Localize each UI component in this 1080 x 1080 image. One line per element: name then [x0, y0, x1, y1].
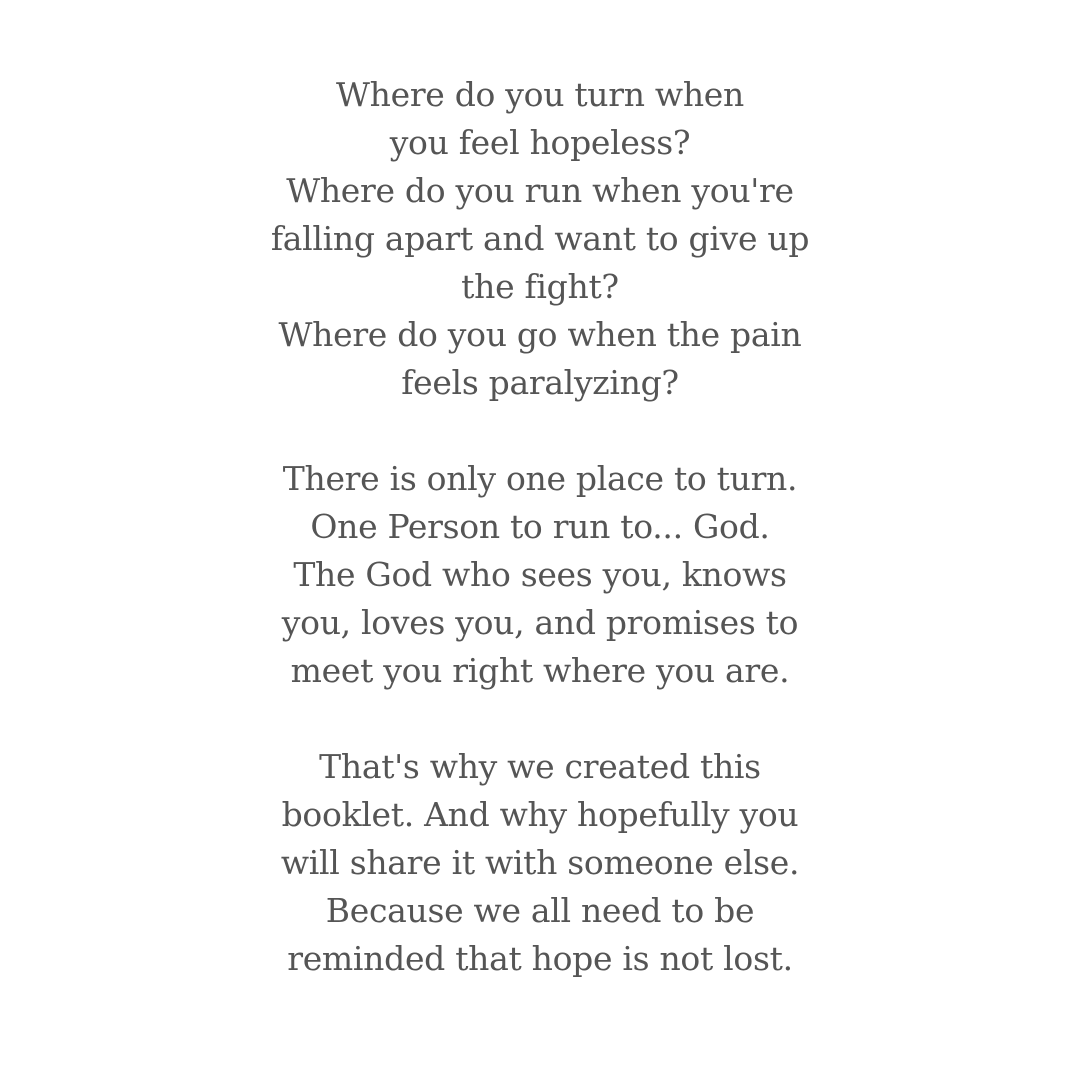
- text-line: booklet. And why hopefully you: [281, 795, 799, 834]
- text-line: falling apart and want to give up: [270, 219, 810, 258]
- text-line: you, loves you, and promises to: [281, 603, 799, 642]
- text-line: the fight?: [461, 267, 619, 306]
- text-line: There is only one place to turn.: [282, 459, 798, 498]
- stanza-1: [0, 71, 1080, 407]
- text-line: meet you right where you are.: [290, 651, 790, 690]
- text-line: feels paralyzing?: [401, 363, 679, 402]
- text-line: That's why we created this: [319, 747, 761, 786]
- text-line: Where do you go when the pain: [278, 315, 802, 354]
- text-line: The God who sees you, knows: [293, 555, 787, 594]
- text-block: [0, 71, 1080, 983]
- stanza-3: [0, 743, 1080, 983]
- text-line: Because we all need to be: [325, 891, 755, 930]
- text-line: Where do you run when you're: [286, 171, 794, 210]
- text-line: will share it with someone else.: [280, 843, 800, 882]
- text-line: Where do you turn when: [336, 75, 744, 114]
- text-line: you feel hopeless?: [389, 123, 691, 162]
- stanza-2: [0, 455, 1080, 695]
- text-line: reminded that hope is not lost.: [287, 939, 793, 978]
- text-line: One Person to run to... God.: [310, 507, 770, 546]
